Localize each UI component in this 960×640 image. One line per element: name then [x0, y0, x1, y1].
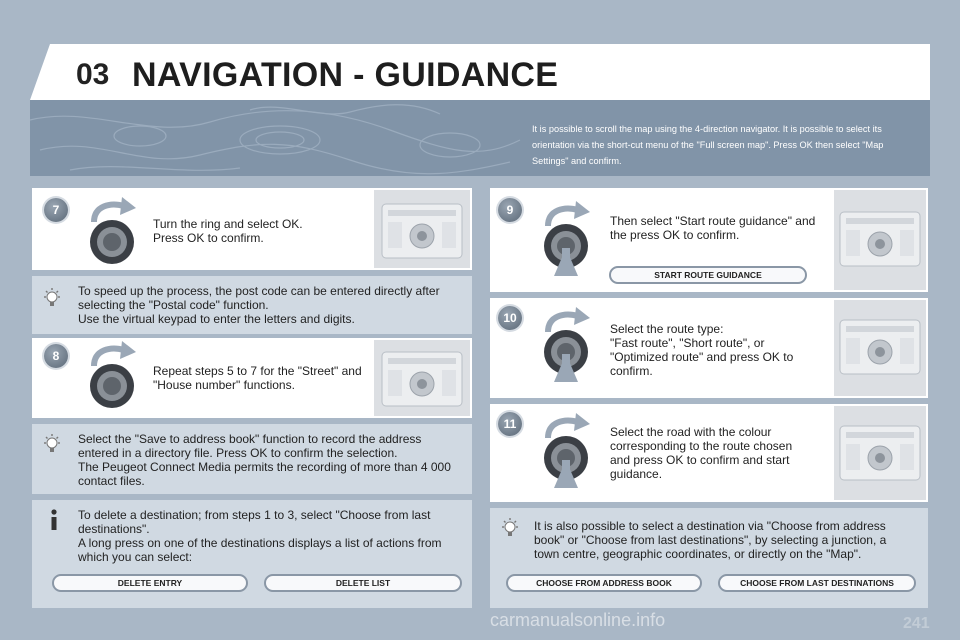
push-knob-icon	[534, 410, 598, 494]
step-7-badge: 7	[44, 198, 68, 222]
lightbulb-icon	[40, 432, 64, 456]
rotary-knob-icon	[80, 338, 144, 410]
chapter-number: 03	[76, 58, 110, 91]
watermark: carmanualsonline.info	[490, 610, 666, 630]
step-8-badge: 8	[44, 344, 68, 368]
info-icon	[42, 508, 66, 532]
info-delete-text: To delete a destination; from steps 1 to 3, select "Choose from last destinations". A long press on one of the destinations displays a list of actions from which you can select:	[78, 508, 442, 564]
device-thumbnail	[374, 190, 470, 268]
page-title: NAVIGATION - GUIDANCE	[132, 56, 559, 94]
step-7-text: Turn the ring and select OK. Press OK to confirm.	[153, 217, 303, 245]
step-11-text: Select the road with the colour corresponding to the route chosen and press OK to confirm and start guidance.	[610, 425, 793, 481]
delete-list-button[interactable]: DELETE LIST	[264, 574, 462, 592]
device-thumbnail	[374, 340, 470, 416]
tip-destination-text: It is also possible to select a destination via "Choose from address book" or "Choose from last destinations", by selecting a junction, a town centre, geographic coordinates, or directly on the "Map".	[534, 519, 887, 561]
step-9-text: Then select "Start route guidance" and the press OK to confirm.	[610, 214, 816, 242]
step-11-badge: 11	[498, 412, 522, 436]
delete-entry-button[interactable]: DELETE ENTRY	[52, 574, 248, 592]
device-thumbnail	[834, 190, 926, 290]
page-number: 241	[903, 615, 930, 632]
step-10-badge: 10	[498, 306, 522, 330]
intro-text: It is possible to scroll the map using the 4-direction navigator. It is possible to select its orientation via the short-cut menu of the "Full screen map". Press OK then select "Map Settings" and confirm.	[532, 124, 884, 166]
tip-postcode-text: To speed up the process, the post code can be entered directly after selecting the "Postal code" function. Use the virtual keypad to enter the letters and digits.	[78, 284, 440, 326]
start-route-guidance-button[interactable]: START ROUTE GUIDANCE	[609, 266, 807, 284]
step-10-text: Select the route type: "Fast route", "Short route", or "Optimized route" and press OK to confirm.	[610, 322, 794, 378]
lightbulb-icon	[498, 516, 522, 540]
step-9-badge: 9	[498, 198, 522, 222]
lightbulb-icon	[40, 286, 64, 310]
push-knob-icon	[534, 304, 598, 388]
device-thumbnail	[834, 300, 926, 396]
device-thumbnail	[834, 406, 926, 500]
step-8-text: Repeat steps 5 to 7 for the "Street" and "House number" functions.	[153, 364, 362, 392]
tip-address-book-text: Select the "Save to address book" function to record the address entered in a directory file. Press OK to confirm the selection. The Peugeot Connect Media permits the recording of more than 4 000 contact files.	[78, 432, 451, 488]
choose-from-last-destinations-button[interactable]: CHOOSE FROM LAST DESTINATIONS	[718, 574, 916, 592]
rotary-knob-icon	[80, 194, 144, 266]
push-knob-icon	[534, 198, 598, 282]
choose-from-address-book-button[interactable]: CHOOSE FROM ADDRESS BOOK	[506, 574, 702, 592]
